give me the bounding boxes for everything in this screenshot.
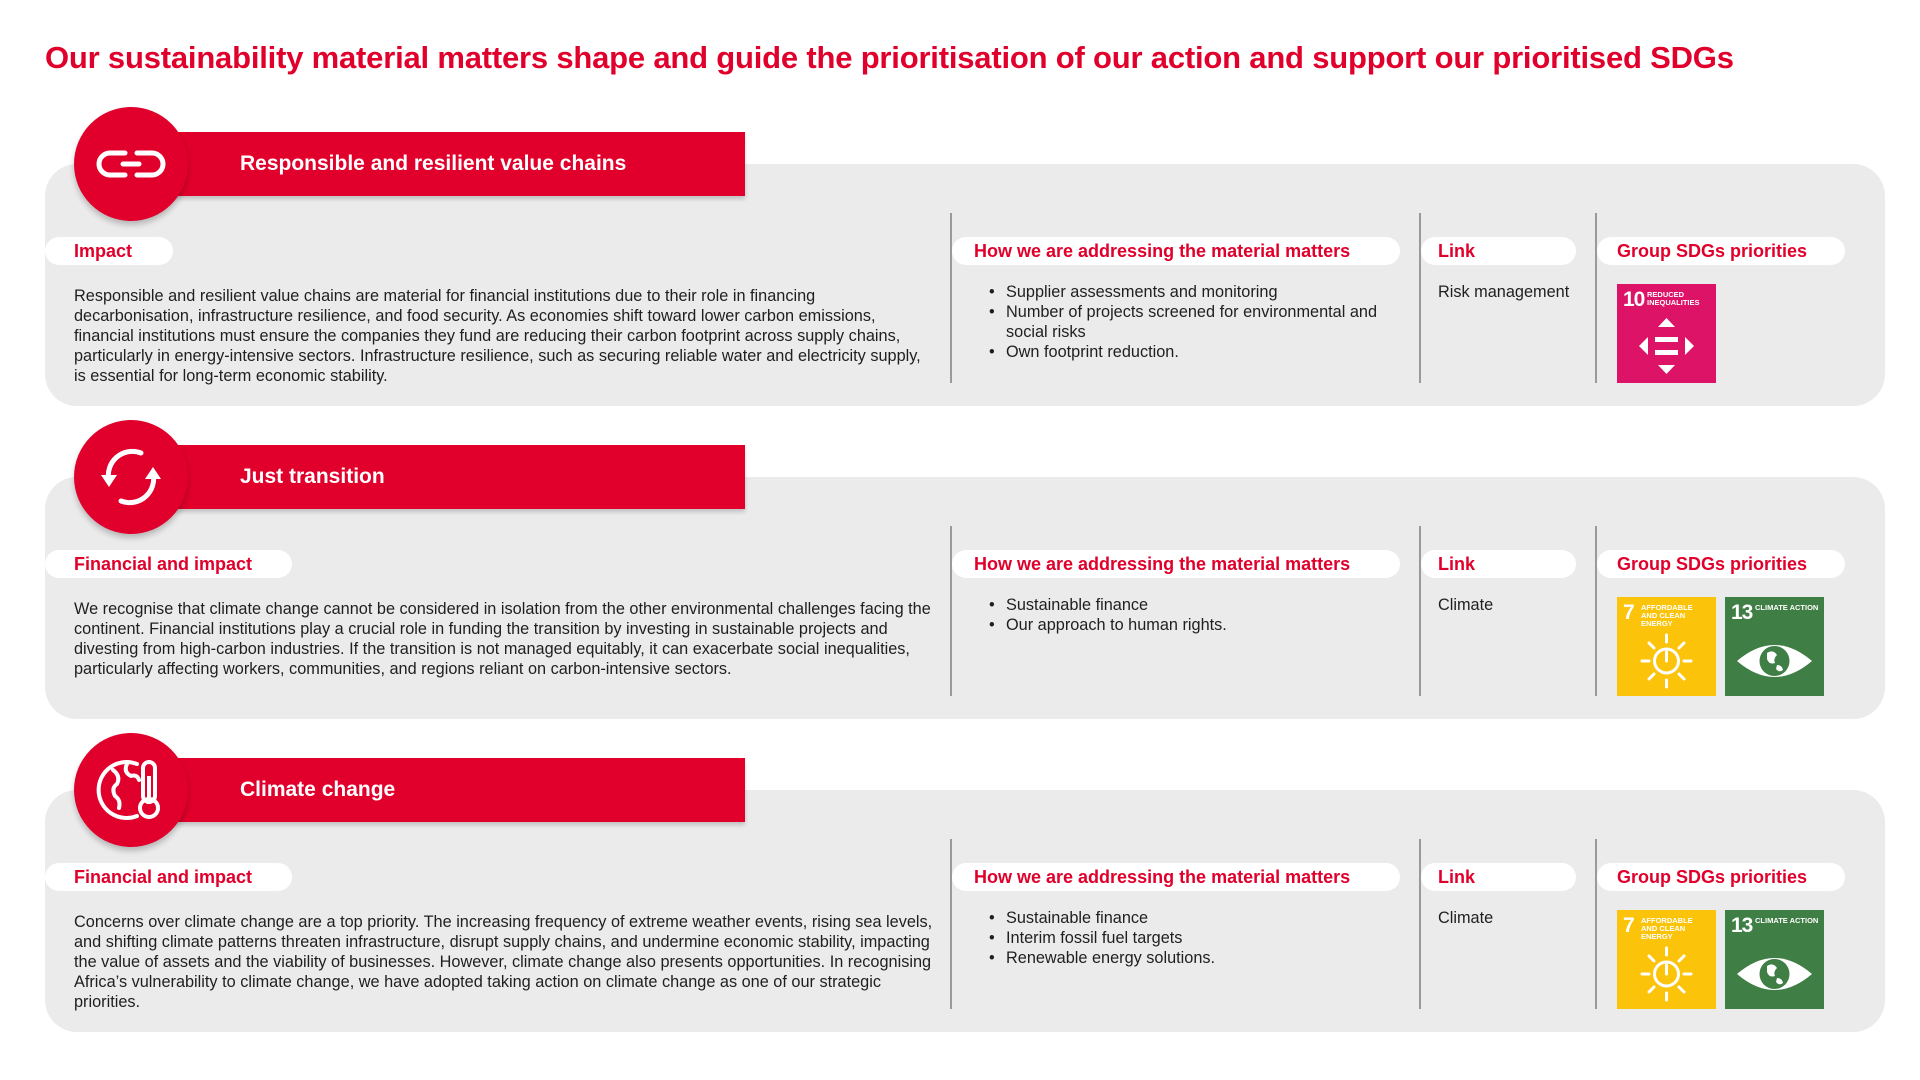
action-list bbox=[989, 908, 1419, 968]
sdg-label: AFFORDABLE AND CLEAN ENERGY bbox=[1641, 916, 1693, 941]
column-divider bbox=[1419, 839, 1421, 1009]
column-divider bbox=[950, 213, 952, 383]
sun-power-icon bbox=[1617, 627, 1716, 696]
sdg-heading: Group SDGs priorities bbox=[1597, 863, 1845, 891]
sdg-number: 13 bbox=[1731, 601, 1753, 624]
impact-label: Financial and impact bbox=[45, 863, 292, 891]
sdg-10-tile bbox=[1617, 284, 1716, 383]
matter-title: Climate change bbox=[240, 778, 396, 801]
list-item: • Our approach to human rights. bbox=[989, 615, 1419, 635]
matter-climate-change bbox=[45, 736, 1885, 1036]
sdg-13-tile bbox=[1725, 910, 1824, 1009]
link-value: Climate bbox=[1438, 596, 1494, 614]
matter-banner bbox=[105, 758, 745, 822]
sun-power-icon bbox=[1617, 940, 1716, 1009]
globe-thermometer-icon bbox=[74, 733, 188, 847]
eye-globe-icon bbox=[1725, 627, 1824, 696]
sdg-number: 10 bbox=[1623, 288, 1645, 311]
list-item: • Sustainable finance bbox=[989, 595, 1419, 615]
list-item: • Interim fossil fuel targets bbox=[989, 928, 1419, 948]
impact-label: Financial and impact bbox=[45, 550, 292, 578]
matter-responsible-value-chains bbox=[45, 110, 1885, 410]
column-divider bbox=[950, 526, 952, 696]
how-heading: How we are addressing the material matters bbox=[952, 550, 1400, 578]
how-heading: How we are addressing the material matters bbox=[952, 863, 1400, 891]
link-value: Risk management bbox=[1438, 283, 1570, 301]
sdg-label: REDUCED INEQUALITIES bbox=[1647, 290, 1700, 307]
column-divider bbox=[1419, 213, 1421, 383]
sdg-13-tile bbox=[1725, 597, 1824, 696]
action-list bbox=[989, 595, 1419, 635]
matter-panel bbox=[45, 477, 1885, 719]
column-divider bbox=[1595, 526, 1597, 696]
impact-label: Impact bbox=[45, 237, 173, 265]
column-divider bbox=[1419, 526, 1421, 696]
column-divider bbox=[1595, 839, 1597, 1009]
list-item: • Sustainable finance bbox=[989, 908, 1419, 928]
matter-title: Responsible and resilient value chains bbox=[240, 152, 627, 175]
list-item: • Own footprint reduction. bbox=[989, 342, 1419, 362]
list-item: • Supplier assessments and monitoring bbox=[989, 282, 1419, 302]
sdg-heading: Group SDGs priorities bbox=[1597, 550, 1845, 578]
matter-description: Responsible and resilient value chains are material for financial institutions due to their role in financing decarbonisation, infrastructure resilience, and food security. As economies shift toward lower carbon emissions, financial institutions must ensure the companies they fund are reducing their carbon footprint across supply chains, particularly in energy-intensive sectors. Infrastructure resilience, such as securing reliable water and electricity supply, is essential for long-term economic stability. bbox=[74, 287, 921, 385]
sdg-label: CLIMATE ACTION bbox=[1755, 916, 1819, 925]
link-heading: Link bbox=[1421, 863, 1576, 891]
sdg-number: 7 bbox=[1623, 601, 1634, 624]
sdg-7-tile bbox=[1617, 910, 1716, 1009]
reduced-inequalities-icon bbox=[1617, 314, 1716, 383]
matter-banner bbox=[105, 445, 745, 509]
eye-globe-icon bbox=[1725, 940, 1824, 1009]
chain-link-icon bbox=[74, 107, 188, 221]
sdg-label: AFFORDABLE AND CLEAN ENERGY bbox=[1641, 603, 1693, 628]
how-heading: How we are addressing the material matters bbox=[952, 237, 1400, 265]
sdg-heading: Group SDGs priorities bbox=[1597, 237, 1845, 265]
column-divider bbox=[950, 839, 952, 1009]
link-heading: Link bbox=[1421, 550, 1576, 578]
matter-description: We recognise that climate change cannot be considered in isolation from the other environmental challenges facing the continent. Financial institutions play a crucial role in funding the transition by investing in sustainable projects and divesting from high-carbon industries. If the transition is not managed equitably, it can exacerbate social inequalities, particularly affecting workers, communities, and regions reliant on carbon-intensive sectors. bbox=[74, 600, 931, 678]
sdg-number: 13 bbox=[1731, 914, 1753, 937]
action-list bbox=[989, 282, 1419, 362]
sdg-label: CLIMATE ACTION bbox=[1755, 603, 1819, 612]
matter-description: Concerns over climate change are a top priority. The increasing frequency of extreme weather events, rising sea levels, and shifting climate patterns threaten infrastructure, disrupt supply chains, and undermine economic stability, impacting the value of assets and the viability of businesses. However, climate change also presents opportunities. In recognising Africa’s vulnerability to climate change, we have adopted taking action on climate change as one of our strategic priorities. bbox=[74, 913, 933, 1011]
matter-title: Just transition bbox=[240, 465, 385, 488]
matter-just-transition bbox=[45, 423, 1885, 723]
refresh-arrows-icon bbox=[74, 420, 188, 534]
column-divider bbox=[1595, 213, 1597, 383]
list-item: • Renewable energy solutions. bbox=[989, 948, 1419, 968]
link-value: Climate bbox=[1438, 909, 1494, 927]
page-title: Our sustainability material matters shape and guide the prioritisation of our action and support our prioritised SDGs bbox=[45, 40, 1734, 75]
link-heading: Link bbox=[1421, 237, 1576, 265]
sdg-7-tile bbox=[1617, 597, 1716, 696]
list-item: • Number of projects screened for environmental and social risks bbox=[989, 302, 1419, 342]
sdg-number: 7 bbox=[1623, 914, 1634, 937]
